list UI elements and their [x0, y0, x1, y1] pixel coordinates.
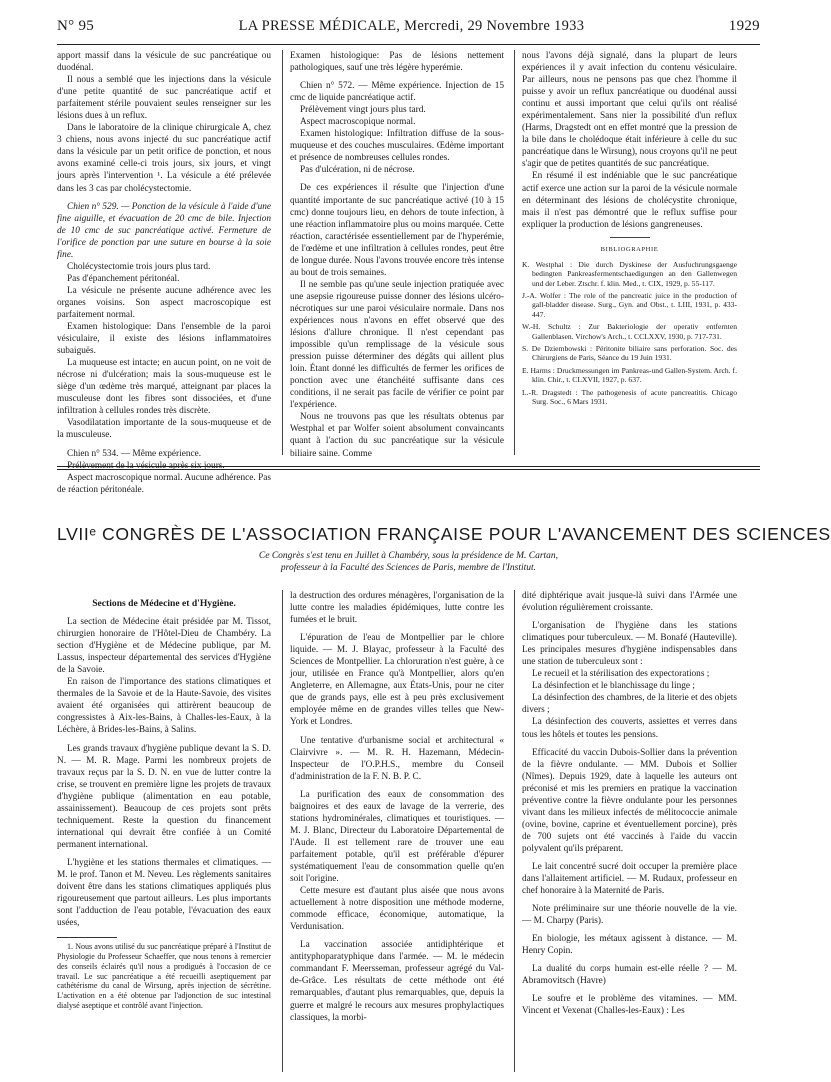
bottom-column-1 — [57, 590, 271, 1072]
paragraph: Prélèvement de la vésicule après six jours. — [67, 460, 225, 471]
paragraph: Le lait concentré sucré doit occuper la première place dans l'allaitement artificiel. — M. Rudaux, professeur en chef honoraire à la Maternité de Paris. — [522, 861, 737, 897]
paragraph: Cholécystectomie trois jours plus tard. — [67, 261, 211, 272]
paragraph: apport massif dans la vésicule de suc pancréatique ou duodénal. — [57, 51, 271, 74]
bibliography-entry: K. Westphal : Die durch Dyskinese der Ausfuchrungsgaenge bedingten Pankreasfermentschaedigungen an den Gallenwegen und der Leber. Ztschr. f. klin. Med., t. CIX, 1929, p. 55-117. — [522, 259, 737, 288]
list-item: La désinfection des chambres, de la literie et des objets divers ; — [522, 693, 737, 716]
paragraph: Examen histologique: Infiltration diffuse de la sous-muqueuse et des couches musculaires. Œdème important et présence de nombreuses cellules rondes. — [290, 129, 504, 164]
paragraph: Les grands travaux d'hygiène publique devant la S. D. N. — M. R. Mage. Parmi les nombreux projets de travaux reçus par la S. D. N. en vue de lutter contre la crise, se trouvent en première ligne les projets de travaux d'hygiène publique (alimentation en eau potable, assainissement). Beaucoup de ces projets sont prêts techniquement. Reste la question du financement international qui devrait être confiée à un Comité permanent international. — [57, 743, 271, 850]
paragraph: Chien n° 529. — Ponction de la vésicule à l'aide d'une fine aiguille, et évacuation de 20 cmc de bile. Injection de 10 cmc de suc pancréatique activé. Fermeture de l'orifice de ponction par une suture en bourse à la soie fine. — [57, 201, 271, 260]
column-divider — [514, 590, 515, 1072]
paragraph: dité diphtérique avait jusque-là suivi dans l'Armée une évolution régulièrement croissante. — [522, 591, 737, 614]
paragraph: Aspect macroscopique normal. — [300, 117, 416, 128]
section-rule — [57, 469, 760, 470]
paragraph: Vasodilatation importante de la sous-muqueuse et de la musculeuse. — [57, 418, 271, 441]
paragraph: L'organisation de l'hygiène dans les stations climatiques pour tuberculeux. — M. Bonafé (Hauteville). Les principales mesures d'hygiène indispensables dans une station de tuberculeux sont : — [522, 621, 737, 668]
bottom-column-3 — [522, 590, 737, 1072]
top-column-1 — [57, 50, 271, 495]
bibliography-entry: J.-A. Wolfer : The role of the pancreatic juice in the production of gall-bladder disease. Surg., Gyn. and Obst., t. LIII, 1931, p. 433-447. — [522, 290, 737, 319]
paragraph: Examen histologique: Pas de lésions nettement pathologiques, sauf une très légère hyperémie. — [290, 51, 504, 74]
paragraph: Dans le laboratoire de la clinique chirurgicale A, chez 3 chiens, nous avons injecté du suc pancréatique actif dans la vésicule par un petit orifice de ponction, et nous avons examiné celle-ci trois jours, six jours, et vingt jours après l'intervention ¹. La vésicule a été prélevée dans les 3 cas par cholécystectomie. — [57, 123, 271, 194]
paragraph: Efficacité du vaccin Dubois-Sollier dans la prévention de la fièvre ondulante. — MM. Dubois et Sollier (Nîmes). Depuis 1929, date à laquelle les auteurs ont préconisé et mis les premiers en pratique la vaccination préventive contre la fièvre ondulante pour les personnes vivant dans les milieux infectés de mélitococcie animale (ovine, bovine, caprine et éventuellement porcine), près de 700 sujets ont été vaccinés à l'aide du vaccin polyvalent qu'ils préparent. — [522, 747, 737, 854]
bibliography-entry: E. Harms : Druckmessungen im Pankreas-und Gallen-System. Arch. f. klin. Chir., t. CLXVII, 1927, p. 637. — [522, 365, 737, 385]
bibliography-entry: L.-R. Dragstedt : The pathogenesis of acute pancreatitis. Chicago Surg. Soc., 6 Mars 1931. — [522, 387, 737, 407]
column-divider — [282, 590, 283, 1072]
footnote: 1. Nous avons utilisé du suc pancréatique préparé à l'Institut de Physiologie du Professeur Schaeffer, que nous tenons à remercier des conseils éclairés qu'il nous a prodigués à l'occasion de ce travail. Le suc pancréatique a été recueilli aseptiquement par cathétérisme du canal de Wirsung, après injection de sécrétine. L'activation en a été obtenue par l'adjonction de suc intestinal dialysé aseptique et contrôlé avant l'injection. — [57, 942, 271, 1010]
congress-title: LVIIᵉ CONGRÈS DE L'ASSOCIATION FRANÇAISE POUR L'AVANCEMENT DES SCIENCES — [57, 524, 831, 544]
paragraph: Il nous a semblé que les injections dans la vésicule d'une petite quantité de suc pancréatique actif et parfaitement stérile pouvaient seules renseigner sur les lésions dues à un reflux. — [57, 75, 271, 122]
bibliography-rule — [610, 237, 650, 238]
paragraph: Le soufre et le problème des vitamines. — MM. Vincent et Vexenat (Challes-les-Eaux) : Les — [522, 994, 737, 1017]
paragraph: Prélèvement vingt jours plus tard. — [300, 105, 426, 116]
page-header — [57, 18, 760, 40]
list-item: La désinfection et le blanchissage du linge ; — [532, 681, 695, 692]
paragraph: La muqueuse est intacte; en aucun point, on ne voit de nécrose ni d'ulcération; mais la sous-muqueuse est le siège d'un œdème très marqué, atteignant par places la musculeuse dont les fibres sont dissociées, et d'une infiltration à cellules rondes très discrète. — [57, 358, 271, 417]
top-column-2 — [290, 50, 504, 459]
paragraph: Pas d'ulcération, ni de nécrose. — [300, 165, 415, 176]
paragraph: De ces expériences il résulte que l'injection d'une quantité importante de suc pancréatique activé (10 à 15 cmc) donne toujours lieu, en dehors de toute infection, à une réaction inflammatoire plus ou moins marquée. Cette réaction, caractérisée essentiellement par de l'hyperémie, de l'œdème et une infiltration à cellules rondes, peut être de longue durée. Nous l'avons trouvée encore très intense au bout de trois semaines. — [290, 183, 504, 278]
section-rule — [57, 466, 760, 467]
paragraph: Chien n° 534. — Même expérience. — [67, 448, 202, 459]
column-divider — [514, 50, 515, 455]
paragraph: Note préliminaire sur une théorie nouvelle de la vie. — M. Charpy (Paris). — [522, 904, 737, 927]
paragraph: nous l'avons déjà signalé, dans la plupart de leurs expériences il y avait infection du contenu vésiculaire. Par ailleurs, nous ne pensons pas que chez l'homme il puisse y avoir un reflux pancréatique ou duodénal aussi continu et aussi important que celui qu'ils ont réalisé expérimentalement. Sans nier la possibilité d'un reflux (Harms, Dragstedt ont en effet montré que la pression de la bile dans le cholédoque était inférieure à celle du suc pancréatique dans le Wirsung), nous croyons qu'il ne peut s'agir que de petites quantités de suc pancréatique. — [522, 51, 737, 170]
congress-subtitle — [57, 550, 760, 574]
bibliography-title: BIBLIOGRAPHIE — [600, 245, 659, 253]
paragraph: L'épuration de l'eau de Montpellier par le chlore liquide. — M. J. Blayac, professeur à la Faculté des Sciences de Montpellier. La chloruration n'est guère, à ce jour, utilisée en France qu'à Montpellier, alors qu'en Angleterre, en Allemagne, aux États-Unis, pour ne citer que de grands pays, elle est à peu près exclusivement employée même en de grandes villes telles que New-York et Londres. — [290, 633, 504, 728]
journal-title-date: LA PRESSE MÉDICALE, Mercredi, 29 Novembre 1933 — [238, 18, 585, 34]
bibliography-entry: W.-H. Schultz : Zur Bakteriologie der operativ entfernten Gallenblasen. Virchow's Arch., t. CCLXXV, 1930, p. 717-731. — [522, 322, 737, 341]
top-column-3 — [522, 50, 737, 455]
paragraph: Chien n° 572. — Même expérience. Injection de 15 cmc de liquide pancréatique actif. — [290, 81, 504, 104]
list-item: Le recueil et la stérilisation des expectorations ; — [532, 669, 710, 680]
page-number: 1929 — [728, 18, 760, 34]
paragraph: La vésicule ne présente aucune adhérence avec les organes voisins. Son aspect macroscopique est parfaitement normal. — [57, 285, 271, 320]
section-heading: Sections de Médecine et d'Hygiène. — [92, 598, 236, 609]
paragraph: En raison de l'importance des stations climatiques et thermales de la Savoie et de la Haute-Savoie, des visites avaient été organisées qui attirèrent beaucoup de congressistes à Aix-les-Bains, à Challes-les-Eaux, à la Léchère, à Brides-les-Bains, à Salins. — [57, 677, 271, 736]
bottom-column-2 — [290, 590, 504, 1072]
footnote-rule — [57, 937, 117, 938]
paragraph: La section de Médecine était présidée par M. Tissot, chirurgien honoraire de l'Hôtel-Dieu de Chambéry. La section d'Hygiène et de Médecine publique, par M. Lassus, inspecteur départemental des services d'Hygiène de la Savoie. — [57, 617, 271, 676]
paragraph: Nous ne trouvons pas que les résultats obtenus par Westphal et par Wolfer soient absolument convaincants quant à l'action du suc pancréatique sur la vésicule biliaire saine. Comme — [290, 412, 504, 459]
header-rule — [57, 44, 760, 45]
paragraph: Une tentative d'urbanisme social et architectural « Clairvivre ». — M. R. H. Hazemann, Médecin-Inspecteur de l'O.P.H.S., membre du Conseil d'administration de la F. N. B. P. C. — [290, 735, 504, 782]
subtitle-line: professeur à la Faculté des Sciences de Paris, membre de l'Institut. — [280, 563, 537, 573]
subtitle-line: Ce Congrès s'est tenu en Juillet à Chambéry, sous la présidence de M. Cartan, — [258, 551, 559, 561]
bibliography-entry: S. De Dziembowski : Péritonite biliaire sans perforation. Soc. des Chirurgiens de Paris, Séance du 19 Juin 1931. — [522, 344, 737, 363]
list-item: La désinfection des couverts, assiettes et verres dans tous les hôtels et toutes les pensions. — [522, 717, 737, 740]
column-divider — [282, 50, 283, 455]
paragraph: En résumé il est indéniable que le suc pancréatique actif exerce une action sur la paroi de la vésicule normale en déterminant des lésions de cholécystite chronique, mais il n'est pas démontré que le reflux suffise pour expliquer la production de lésions gangreneuses. — [522, 171, 737, 230]
paragraph: La dualité du corps humain est-elle réelle ? — M. Abramovitsch (Havre) — [522, 964, 737, 987]
issue-number: N° 95 — [57, 18, 95, 34]
paragraph: La vaccination associée antidiphtérique et antityphoparatyphique dans l'armée. — M. le médecin commandant F. Meersseman, professeur agrégé du Val-de-Grâce. Les résultats de cette méthode ont été remarquables, d'autant plus remarquables, que, depuis la guerre et malgré le recours aux mesures prophylactiques classiques, la morbi- — [290, 940, 504, 1023]
paragraph: Pas d'épanchement péritonéal. — [67, 273, 180, 284]
paragraph: la destruction des ordures ménagères, l'organisation de la lutte contre les maladies épidémiques, lutte contre les fumées et le bruit. — [290, 591, 504, 626]
paragraph: En biologie, les métaux agissent à distance. — M. Henry Copin. — [522, 934, 737, 957]
paragraph: Examen histologique: Dans l'ensemble de la paroi vésiculaire, il existe des lésions inflammatoires subaiguës. — [57, 322, 271, 357]
paragraph: Il ne semble pas qu'une seule injection pratiquée avec une asepsie rigoureuse puisse donner des lésions ulcéro-nécrotiques sur une paroi vésiculaire normale. Dans nos expériences nous n'avons en effet observé que des lésions d'allure chronique. Il n'est cependant pas impossible qu'un remplissage de la vésicule sous pression puisse déterminer des dégâts qui aillent plus loin. Étant donné les difficultés de fermer les orifices de ponction avec une étanchéité suffisante dans ces conditions, il ne serait pas facile de vérifier ce point par l'expérience. — [290, 279, 504, 411]
paragraph: La purification des eaux de consommation des baignoires et des eaux de lavage de la verrerie, des stations hydrominérales, climatiques et touristiques. — M. J. Blanc, Directeur du Laboratoire Départemental de l'Aude. Il est tellement rare de trouver une eau parfaitement potable, qu'il est préférable d'épurer systématiquement l'eau de consommation quelle qu'en soit l'origine. — [290, 789, 504, 885]
paragraph: Cette mesure est d'autant plus aisée que nous avons actuellement à notre disposition une méthode moderne, commode efficace, économique, automatique, la Verdunisation. — [290, 886, 504, 933]
paragraph: Aspect macroscopique normal. Aucune adhérence. Pas de réaction péritonéale. — [57, 472, 271, 495]
paragraph: L'hygiène et les stations thermales et climatiques. — M. le prof. Tanon et M. Neveu. Les règlements sanitaires doivent être dans les stations climatiques appliqués plus rigoureusement que partout ailleurs. Les plus importants sont l'adduction de l'eau potable, l'évacuation des eaux usées, — [57, 857, 271, 929]
